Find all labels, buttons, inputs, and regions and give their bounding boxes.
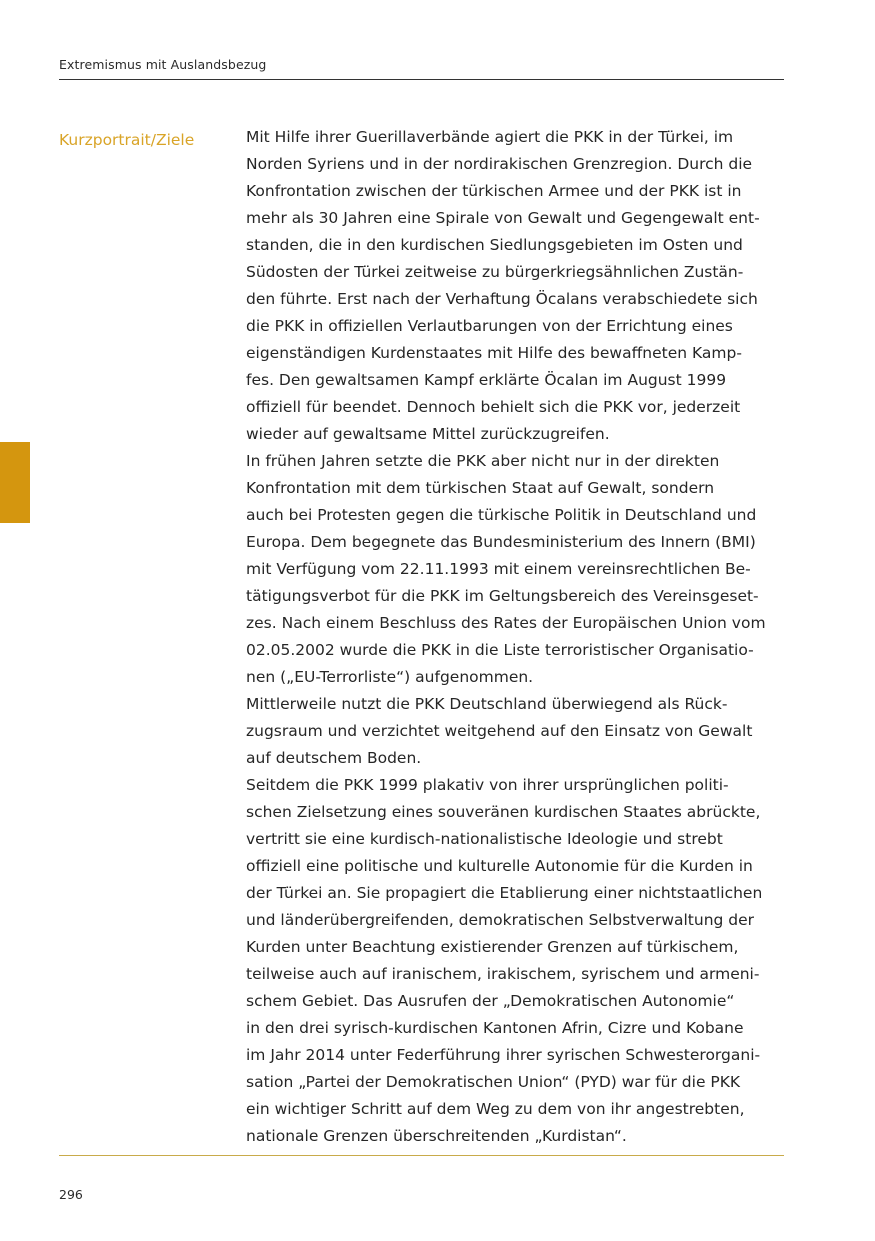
- body-text-line: fes. Den gewaltsamen Kampf erklärte Öcalan im August 1999: [246, 371, 727, 389]
- body-text-line: die PKK in offiziellen Verlautbarungen von der Errichtung eines: [246, 317, 733, 335]
- body-text-line: mehr als 30 Jahren eine Spirale von Gewalt und Gegengewalt ent-: [246, 209, 760, 227]
- body-text-line: auf deutschem Boden.: [246, 749, 422, 767]
- body-text-line: nen („EU-Terrorliste“) aufgenommen.: [246, 668, 534, 686]
- footer-rule: [59, 1155, 784, 1156]
- body-text-line: in den drei syrisch-kurdischen Kantonen Afrin, Cizre und Kobane: [246, 1019, 744, 1037]
- body-text-line: im Jahr 2014 unter Federführung ihrer syrischen Schwesterorgani-: [246, 1046, 761, 1064]
- body-text-line: sation „Partei der Demokratischen Union“ (PYD) war für die PKK: [246, 1073, 741, 1091]
- body-text-line: tätigungsverbot für die PKK im Geltungsbereich des Vereinsgeset-: [246, 587, 759, 605]
- page-number: 296: [59, 1187, 83, 1202]
- body-text-line: mit Verfügung vom 22.11.1993 mit einem vereinsrechtlichen Be-: [246, 560, 751, 578]
- running-header-title: Extremismus mit Auslandsbezug: [59, 57, 267, 72]
- body-text-line: schem Gebiet. Das Ausrufen der „Demokratischen Autonomie“: [246, 992, 735, 1010]
- body-text-line: Norden Syriens und in der nordirakischen Grenzregion. Durch die: [246, 155, 753, 173]
- chapter-marker-tab: [0, 442, 30, 523]
- body-text-line: standen, die in den kurdischen Siedlungsgebieten im Osten und: [246, 236, 743, 254]
- body-text-line: zes. Nach einem Beschluss des Rates der Europäischen Union vom: [246, 614, 766, 632]
- body-text-line: auch bei Protesten gegen die türkische Politik in Deutschland und: [246, 506, 757, 524]
- header-rule: [59, 79, 784, 80]
- body-text-line: und länderübergreifenden, demokratischen Selbstverwaltung der: [246, 911, 755, 929]
- body-text-line: Südosten der Türkei zeitweise zu bürgerkriegsähnlichen Zustän-: [246, 263, 744, 281]
- section-label: Kurzportrait/Ziele: [59, 131, 195, 149]
- body-paragraphs: [246, 124, 778, 1150]
- body-text-line: 02.05.2002 wurde die PKK in die Liste terroristischer Organisatio-: [246, 641, 754, 659]
- body-text-line: offiziell eine politische und kulturelle Autonomie für die Kurden in: [246, 857, 753, 875]
- body-text-line: Mit Hilfe ihrer Guerillaverbände agiert die PKK in der Türkei, im: [246, 128, 734, 146]
- body-text-line: Kurden unter Beachtung existierender Grenzen auf türkischem,: [246, 938, 739, 956]
- body-text-line: ein wichtiger Schritt auf dem Weg zu dem von ihr angestrebten,: [246, 1100, 745, 1118]
- body-text-line: Mittlerweile nutzt die PKK Deutschland überwiegend als Rück-: [246, 695, 728, 713]
- body-text-line: wieder auf gewaltsame Mittel zurückzugreifen.: [246, 425, 610, 443]
- body-text-line: vertritt sie eine kurdisch-nationalistische Ideologie und strebt: [246, 830, 723, 848]
- body-text-line: nationale Grenzen überschreitenden „Kurdistan“.: [246, 1127, 627, 1145]
- body-text-line: offiziell für beendet. Dennoch behielt sich die PKK vor, jederzeit: [246, 398, 741, 416]
- body-text-line: Europa. Dem begegnete das Bundesministerium des Innern (BMI): [246, 533, 756, 551]
- body-text-line: schen Zielsetzung eines souveränen kurdischen Staates abrückte,: [246, 803, 761, 821]
- body-text-line: den führte. Erst nach der Verhaftung Öcalans verabschiedete sich: [246, 290, 758, 308]
- body-text-line: In frühen Jahren setzte die PKK aber nicht nur in der direkten: [246, 452, 720, 470]
- body-text-line: teilweise auch auf iranischem, irakischem, syrischem und armeni-: [246, 965, 760, 983]
- body-text-line: zugsraum und verzichtet weitgehend auf den Einsatz von Gewalt: [246, 722, 753, 740]
- body-text-line: der Türkei an. Sie propagiert die Etablierung einer nichtstaatlichen: [246, 884, 763, 902]
- body-text-line: Konfrontation mit dem türkischen Staat auf Gewalt, sondern: [246, 479, 715, 497]
- body-text-line: eigenständigen Kurdenstaates mit Hilfe des bewaffneten Kamp-: [246, 344, 742, 362]
- body-text-line: Seitdem die PKK 1999 plakativ von ihrer ursprünglichen politi-: [246, 776, 729, 794]
- body-text-line: Konfrontation zwischen der türkischen Armee und der PKK ist in: [246, 182, 742, 200]
